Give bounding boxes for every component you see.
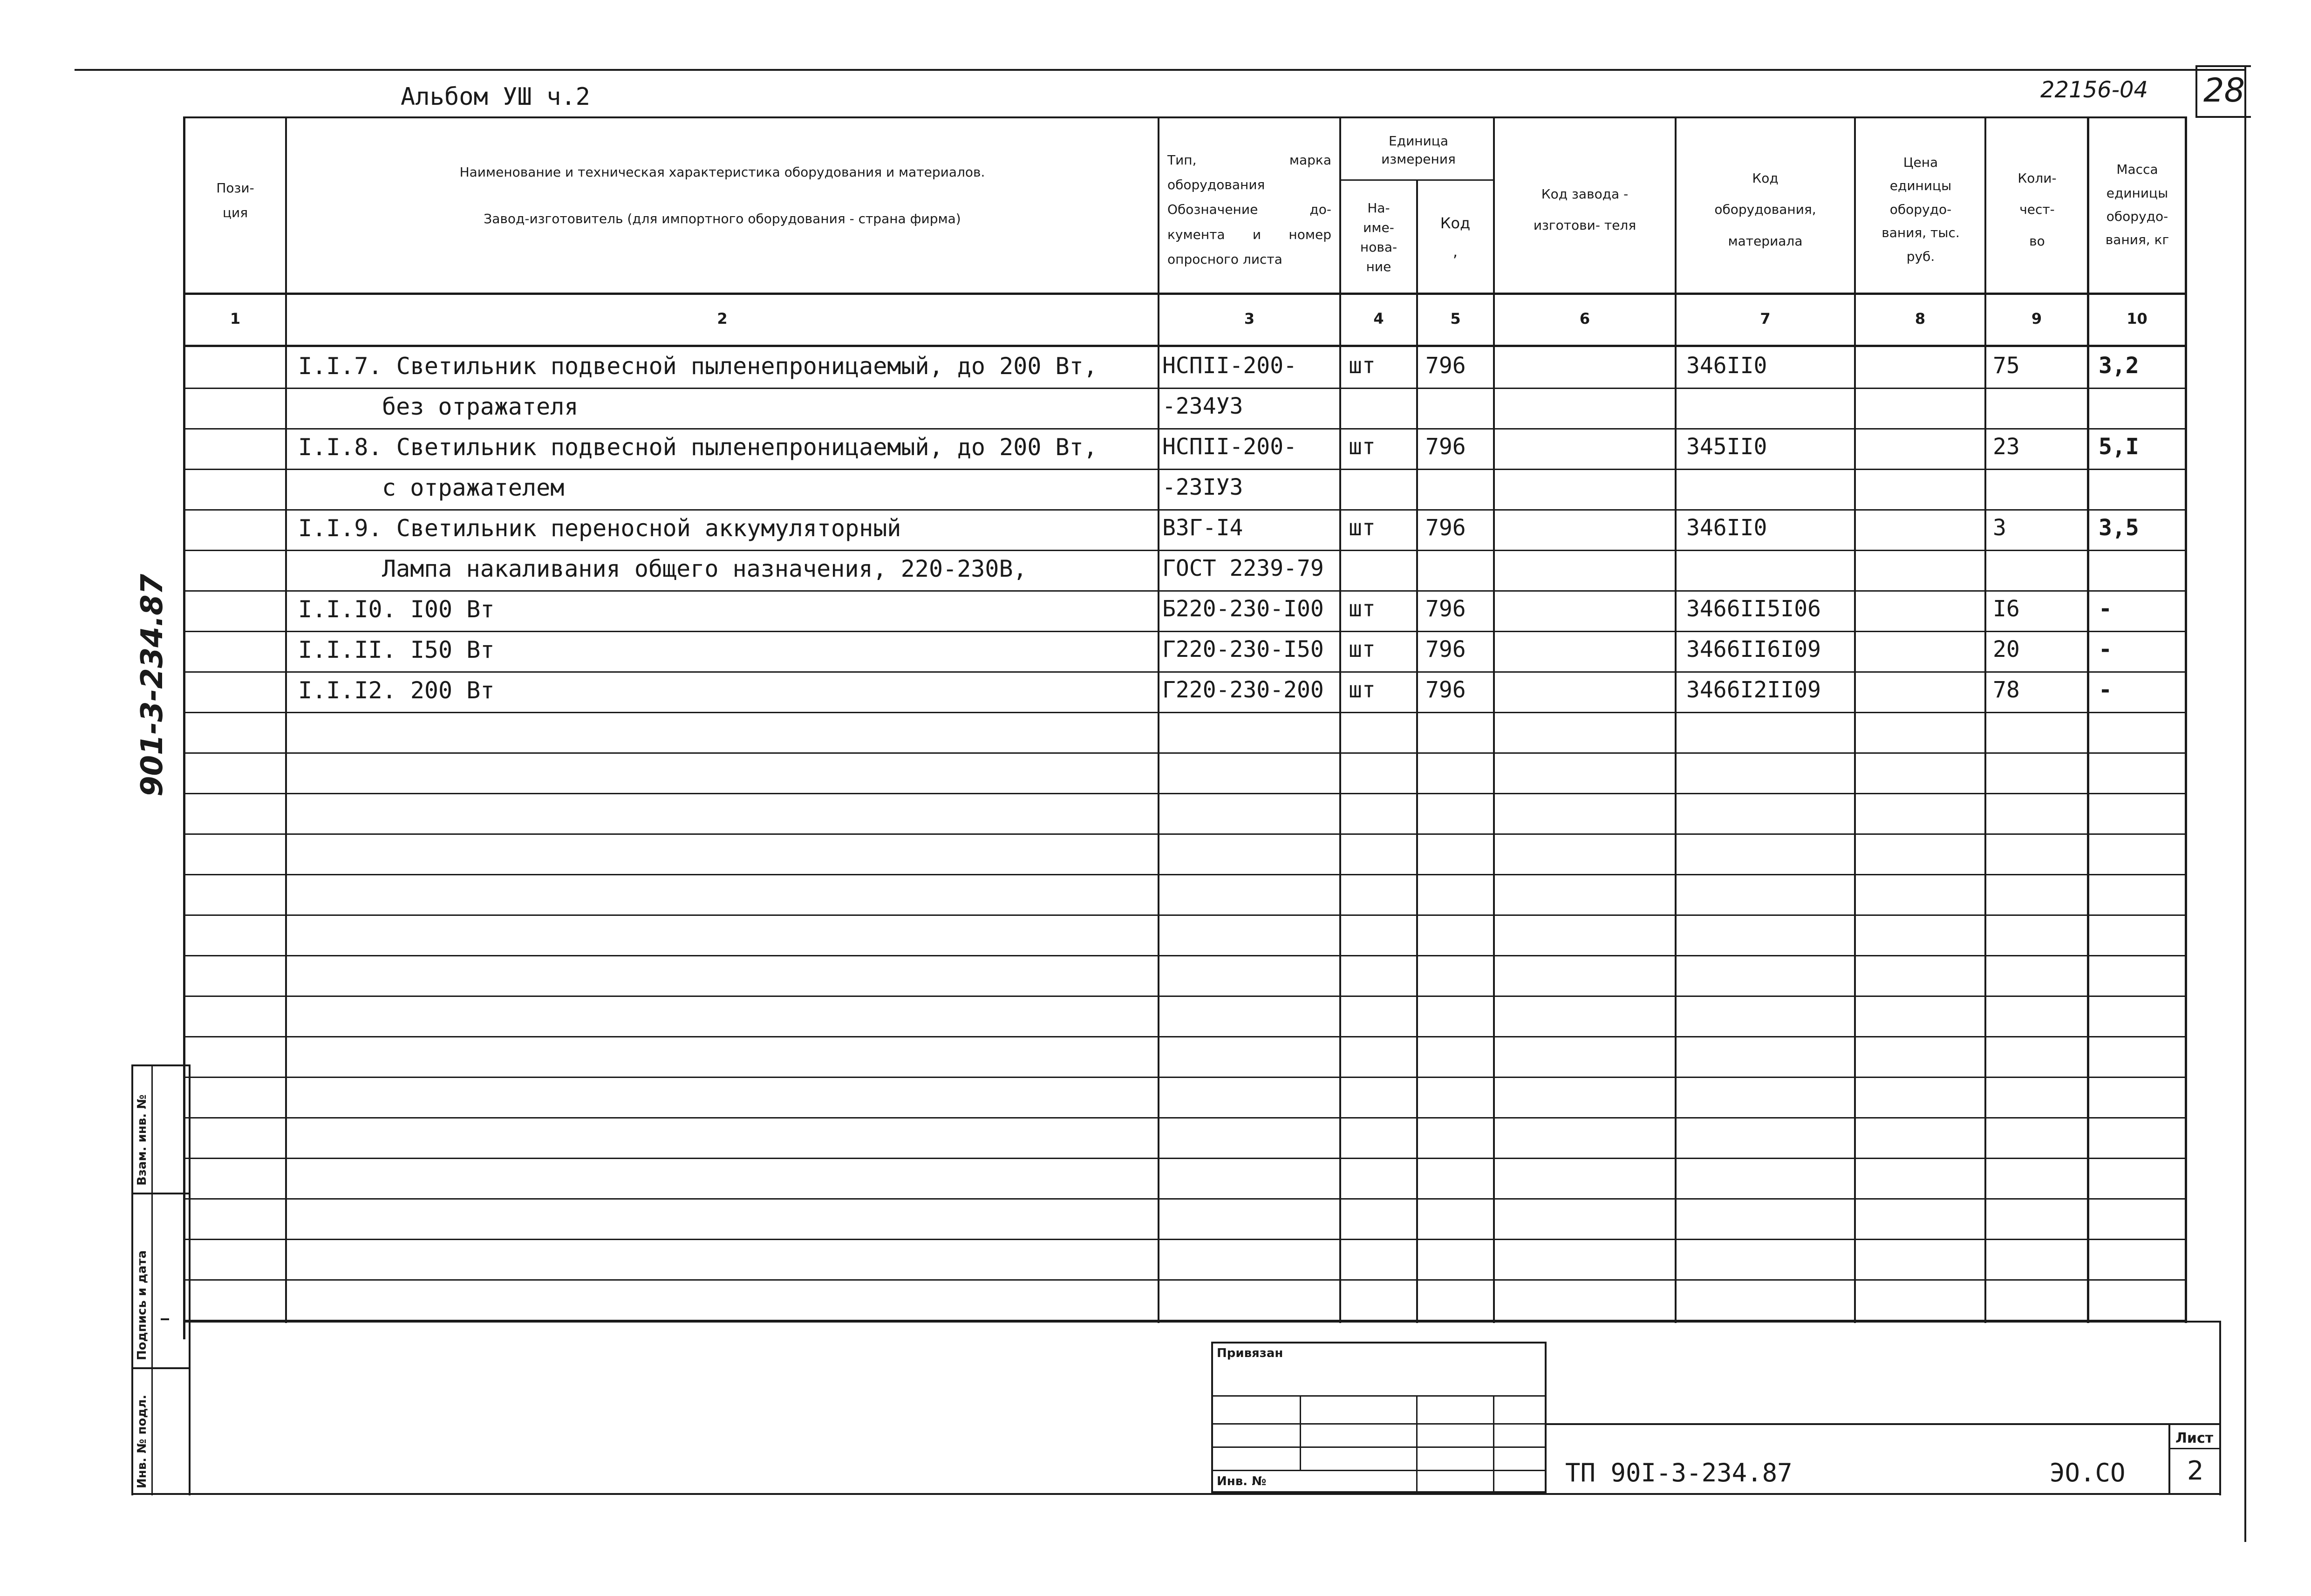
row-rule — [185, 1158, 2185, 1159]
table-left-border — [183, 116, 185, 1339]
inv-label: Инв. № — [1217, 1474, 1267, 1488]
row-rule — [185, 874, 2185, 875]
cell-type: НСПII-200- — [1162, 353, 1297, 379]
cell-name: I.I.9. Светильник переносной аккумуляторный — [298, 515, 901, 542]
cell-mass: 5,I — [2099, 434, 2139, 460]
col-divider-9 — [2087, 116, 2089, 1323]
stamp-replace-inv: Взам. инв. № — [135, 1094, 149, 1186]
colnum-9: 9 — [2031, 310, 2042, 327]
title-top-border — [1547, 1423, 2221, 1425]
cell-unit: шт — [1349, 434, 1376, 460]
unit-split-line — [1339, 179, 1495, 181]
project-code: ТП 90I-3-234.87 — [1565, 1458, 1793, 1487]
header-position: Пози- ция — [216, 180, 254, 220]
bound-line-3 — [1211, 1446, 1547, 1448]
cell-quantity: 20 — [1993, 636, 2020, 662]
table-right-border — [2185, 116, 2187, 1323]
right-rule — [2244, 65, 2246, 1542]
section-code: ЭО.СО — [2050, 1458, 2126, 1487]
header-type: Тип, марка оборудования Обозначение до- кумента и номер опросного листа — [1167, 152, 1331, 267]
stamp-inv-orig: Инв. № подл. — [135, 1394, 149, 1488]
album-label: Альбом УШ ч.2 — [401, 83, 590, 111]
header-equipment-code: Код оборудования, материала — [1714, 171, 1816, 249]
cell-type: Г220-230-200 — [1162, 677, 1324, 703]
colnum-10: 10 — [2127, 310, 2147, 327]
header-mass: Масса единицы оборудо- вания, кг — [2105, 162, 2169, 248]
colnum-3: 3 — [1244, 310, 1255, 327]
bound-line-1 — [1211, 1395, 1547, 1397]
row-rule — [185, 712, 2185, 713]
cell-unit-code: 796 — [1425, 677, 1466, 703]
cell-quantity: 3 — [1993, 515, 2006, 541]
stamp-left-border — [131, 1064, 133, 1495]
top-rule — [75, 69, 2245, 71]
bound-vline-3 — [1493, 1395, 1494, 1493]
row-rule — [185, 509, 2185, 511]
sheet-divider — [2168, 1423, 2170, 1493]
sheet-label: Лист — [2175, 1430, 2214, 1446]
bound-line-4 — [1211, 1470, 1547, 1471]
row-rule — [185, 1036, 2185, 1037]
cell-unit: шт — [1349, 677, 1376, 703]
stamp-right-border — [189, 1064, 191, 1495]
footer-bottom-border — [185, 1493, 2221, 1495]
row-rule — [185, 388, 2185, 389]
header-unit: Единица измерения — [1381, 133, 1456, 167]
sheet-label-line — [2168, 1448, 2221, 1449]
cell-equipment-code: 346II0 — [1686, 515, 1767, 541]
cell-type: -23IУ3 — [1162, 474, 1243, 500]
row-rule — [185, 833, 2185, 835]
row-rule — [185, 955, 2185, 956]
colnum-4: 4 — [1373, 310, 1384, 327]
header-quantity: Коли- чест- во — [2018, 171, 2057, 249]
cell-quantity: I6 — [1993, 596, 2020, 622]
cell-type: НСПII-200- — [1162, 434, 1297, 460]
row-rule — [185, 1239, 2185, 1240]
header-unit-name: На- име- нова- ние — [1360, 200, 1398, 274]
table-top-border — [183, 116, 2187, 118]
cell-equipment-code: 346II0 — [1686, 353, 1767, 379]
cell-equipment-code: 3466II6I09 — [1686, 636, 1821, 662]
colnum-6: 6 — [1579, 310, 1590, 327]
cell-mass: - — [2099, 677, 2112, 703]
cell-name: I.I.II. I50 Вт — [298, 636, 495, 663]
cell-unit-code: 796 — [1425, 636, 1466, 662]
doc-code: 22156-04 — [2040, 77, 2148, 103]
footer-top-border — [185, 1321, 2221, 1323]
stamp-top — [131, 1064, 191, 1066]
header-factory-code: Код завода - изготови- теля — [1533, 186, 1636, 233]
cell-mass: - — [2099, 596, 2112, 622]
cell-name: без отражателя — [382, 393, 579, 420]
row-rule — [185, 631, 2185, 632]
row-rule — [185, 671, 2185, 673]
col-divider-5 — [1493, 116, 1495, 1323]
cell-name: I.I.I2. 200 Вт — [298, 677, 495, 704]
col-divider-1 — [285, 116, 287, 1323]
header-unit-code: Код , — [1440, 214, 1471, 260]
row-rule — [185, 793, 2185, 794]
colnum-5: 5 — [1450, 310, 1461, 327]
cell-type: Г220-230-I50 — [1162, 636, 1324, 662]
row-rule — [185, 1077, 2185, 1078]
header-price: Цена единицы оборудо- вания, тыс. руб. — [1882, 155, 1960, 264]
colnum-8: 8 — [1915, 310, 1926, 327]
cell-name: I.I.7. Светильник подвесной пыленепроницаемый, до 200 Вт, — [298, 353, 1098, 380]
col-divider-6 — [1675, 116, 1677, 1323]
stamp-signature-date: Подпись и дата — [135, 1250, 149, 1360]
header-name-line1: Наименование и техническая характеристика оборудования и материалов. — [459, 164, 985, 180]
cell-name: Лампа накаливания общего назначения, 220-230В, — [382, 555, 1027, 582]
row-rule — [185, 1198, 2185, 1200]
cell-unit: шт — [1349, 353, 1376, 379]
row-rule — [185, 550, 2185, 551]
cell-unit-code: 796 — [1425, 353, 1466, 379]
stamp-sep-2 — [131, 1367, 191, 1369]
col-divider-3 — [1339, 116, 1341, 1323]
row-rule — [185, 914, 2185, 916]
cell-unit-code: 796 — [1425, 515, 1466, 541]
cell-quantity: 78 — [1993, 677, 2020, 703]
cell-quantity: 75 — [1993, 353, 2020, 379]
bound-vline-1 — [1300, 1395, 1301, 1470]
cell-name: I.I.8. Светильник подвесной пыленепроницаемый, до 200 Вт, — [298, 434, 1098, 461]
cell-mass: 3,5 — [2099, 515, 2139, 541]
cell-unit: шт — [1349, 596, 1376, 622]
bound-vline-2 — [1416, 1395, 1418, 1493]
cell-unit-code: 796 — [1425, 434, 1466, 460]
col-divider-2 — [1158, 116, 1159, 1323]
cell-name: с отражателем — [382, 474, 565, 501]
bound-line-2 — [1211, 1423, 1547, 1425]
cell-quantity: 23 — [1993, 434, 2020, 460]
cell-unit-code: 796 — [1425, 596, 1466, 622]
row-rule — [185, 469, 2185, 470]
col-divider-7 — [1854, 116, 1856, 1323]
cell-mass: - — [2099, 636, 2112, 662]
header-name-line2: Завод-изготовитель (для импортного оборудования - страна фирма) — [484, 211, 961, 227]
header-bottom-border — [183, 293, 2187, 295]
row-rule — [185, 1117, 2185, 1119]
cell-type: ГОСТ 2239-79 — [1162, 555, 1324, 581]
bound-label: Привязан — [1217, 1346, 1283, 1360]
cell-type: ВЗГ-I4 — [1162, 515, 1243, 541]
cell-equipment-code: 3466I2II09 — [1686, 677, 1821, 703]
col-divider-8 — [1984, 116, 1986, 1323]
cell-mass: 3,2 — [2099, 353, 2139, 379]
stamp-mid-border — [151, 1064, 153, 1495]
cell-unit: шт — [1349, 636, 1376, 662]
row-rule — [185, 752, 2185, 754]
sheet-corner-number: 28 — [2195, 65, 2251, 118]
row-rule — [185, 1279, 2185, 1281]
footer-right-border — [2219, 1321, 2221, 1495]
cell-type: Б220-230-I00 — [1162, 596, 1324, 622]
row-rule — [185, 590, 2185, 592]
cell-name: I.I.I0. I00 Вт — [298, 596, 495, 623]
sheet-number: 2 — [2187, 1456, 2204, 1486]
cell-equipment-code: 3466II5I06 — [1686, 596, 1821, 622]
cell-equipment-code: 345II0 — [1686, 434, 1767, 460]
cell-unit: шт — [1349, 515, 1376, 541]
handwritten-doc-number: 901-3-234.87 — [135, 573, 170, 797]
colnum-2: 2 — [717, 310, 728, 327]
colnum-bottom-border — [183, 345, 2187, 347]
stamp-bottom — [131, 1493, 191, 1495]
cell-type: -234У3 — [1162, 393, 1243, 419]
row-rule — [185, 996, 2185, 997]
stamp-dash — [161, 1318, 169, 1320]
stamp-sep-1 — [131, 1193, 191, 1194]
row-rule — [185, 428, 2185, 430]
colnum-7: 7 — [1760, 310, 1771, 327]
colnum-1: 1 — [230, 310, 241, 327]
col-divider-4 — [1416, 179, 1418, 1323]
